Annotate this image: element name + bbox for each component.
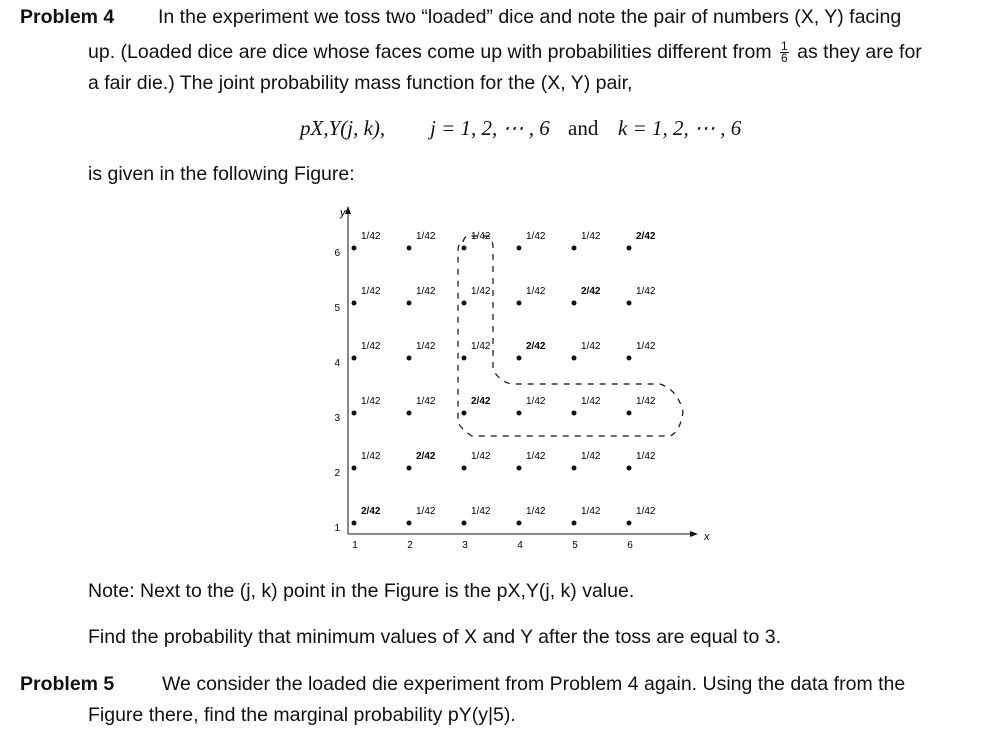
point-label-2-5: 1/42 [416, 286, 436, 297]
point-label-3-1: 1/42 [471, 506, 491, 517]
point-label-2-6: 1/42 [416, 231, 436, 242]
point-label-5-2: 1/42 [581, 451, 601, 462]
point-3-2 [462, 466, 467, 471]
point-label-1-2: 1/42 [361, 451, 381, 462]
point-label-5-6: 1/42 [581, 231, 601, 242]
point-2-6 [407, 246, 412, 251]
problem-4-question: Find the probability that minimum values of X and Y after the toss are equal to 3. [88, 626, 782, 648]
point-label-6-4: 1/42 [636, 341, 656, 352]
point-5-6 [572, 246, 577, 251]
point-label-4-4: 2/42 [526, 341, 546, 352]
point-1-6 [352, 246, 357, 251]
point-label-6-1: 1/42 [636, 506, 656, 517]
point-label-6-6: 2/42 [636, 231, 656, 242]
y-axis-arrow-icon [345, 206, 351, 214]
problem-4-line-1: In the experiment we toss two “loaded” dice and note the pair of numbers (X, Y) facing [158, 6, 902, 28]
point-label-2-3: 1/42 [416, 396, 436, 407]
point-3-6 [462, 246, 467, 251]
y-axis-label: y [340, 207, 346, 219]
problem-5-heading: Problem 5 [20, 673, 115, 695]
formula-j-range: j = 1, 2, ⋯ , 6 [430, 116, 550, 140]
x-axis-label: x [704, 531, 710, 543]
point-4-5 [517, 301, 522, 306]
point-5-5 [572, 301, 577, 306]
point-3-3 [462, 411, 467, 416]
point-label-5-1: 1/42 [581, 506, 601, 517]
point-label-6-5: 1/42 [636, 286, 656, 297]
x-tick-label-5: 5 [572, 540, 578, 551]
one-sixth-fraction [780, 41, 789, 64]
point-2-5 [407, 301, 412, 306]
y-tick-label-2: 2 [334, 468, 340, 479]
point-2-1 [407, 521, 412, 526]
point-label-1-1: 2/42 [361, 506, 381, 517]
point-2-4 [407, 356, 412, 361]
problem-4-line-2 [88, 41, 922, 64]
y-tick-label-3: 3 [334, 413, 340, 424]
problem-4-line-2-start: up. (Loaded dice are dice whose faces come up with probabilities different from [88, 41, 772, 63]
problem-4-line-3: a fair die.) The joint probability mass function for the (X, Y) pair, [88, 72, 633, 94]
point-1-1 [352, 521, 357, 526]
y-tick-label-6: 6 [334, 248, 340, 259]
point-6-2 [627, 466, 632, 471]
point-label-1-3: 1/42 [361, 396, 381, 407]
point-3-1 [462, 521, 467, 526]
point-4-4 [517, 356, 522, 361]
problem-4-line-4: is given in the following Figure: [88, 163, 355, 185]
point-label-1-4: 1/42 [361, 341, 381, 352]
point-6-4 [627, 356, 632, 361]
pmf-figure [300, 200, 720, 560]
point-5-3 [572, 411, 577, 416]
point-4-6 [517, 246, 522, 251]
problem-5-line-1: We consider the loaded die experiment from Problem 4 again. Using the data from the [162, 673, 906, 695]
problem-5-line-2: Figure there, find the marginal probability pY(y|5). [88, 704, 516, 726]
point-label-4-1: 1/42 [526, 506, 546, 517]
point-label-2-1: 1/42 [416, 506, 436, 517]
point-label-2-2: 2/42 [416, 451, 436, 462]
point-3-4 [462, 356, 467, 361]
point-label-3-2: 1/42 [471, 451, 491, 462]
figure-axes [339, 206, 710, 543]
point-label-2-4: 1/42 [416, 341, 436, 352]
problem-4-heading: Problem 4 [20, 6, 115, 28]
point-2-3 [407, 411, 412, 416]
y-tick-label-5: 5 [334, 303, 340, 314]
point-label-6-2: 1/42 [636, 451, 656, 462]
point-3-5 [462, 301, 467, 306]
pmf-points [352, 231, 656, 526]
point-2-2 [407, 466, 412, 471]
fraction-numerator: 1 [781, 39, 788, 54]
point-label-4-3: 1/42 [526, 396, 546, 407]
point-6-5 [627, 301, 632, 306]
point-5-2 [572, 466, 577, 471]
point-5-1 [572, 521, 577, 526]
point-1-3 [352, 411, 357, 416]
point-label-5-3: 1/42 [581, 396, 601, 407]
point-label-3-4: 1/42 [471, 341, 491, 352]
x-tick-label-4: 4 [517, 540, 523, 551]
point-1-4 [352, 356, 357, 361]
point-label-4-5: 1/42 [526, 286, 546, 297]
point-label-3-5: 1/42 [471, 286, 491, 297]
point-6-3 [627, 411, 632, 416]
point-1-5 [352, 301, 357, 306]
point-label-6-3: 1/42 [636, 396, 656, 407]
figure-note: Note: Next to the (j, k) point in the Figure is the pX,Y(j, k) value. [88, 580, 635, 602]
point-6-6 [627, 246, 632, 251]
formula-pmf: pX,Y(j, k), [300, 116, 386, 140]
formula-and: and [568, 116, 599, 140]
point-label-1-6: 1/42 [361, 231, 381, 242]
point-4-2 [517, 466, 522, 471]
point-label-5-5: 2/42 [581, 286, 601, 297]
point-5-4 [572, 356, 577, 361]
formula-k-range: k = 1, 2, ⋯ , 6 [618, 116, 742, 140]
y-tick-label-4: 4 [334, 358, 340, 369]
y-tick-label-1: 1 [334, 523, 340, 534]
problem-4-line-2-end: as they are for [797, 41, 922, 63]
x-axis-arrow-icon [690, 531, 698, 537]
x-tick-label-3: 3 [462, 540, 468, 551]
point-6-1 [627, 521, 632, 526]
fraction-denominator: 6 [781, 51, 788, 66]
point-4-1 [517, 521, 522, 526]
point-label-3-3: 2/42 [471, 396, 491, 407]
x-tick-label-2: 2 [407, 540, 413, 551]
x-tick-label-1: 1 [352, 540, 358, 551]
point-label-4-6: 1/42 [526, 231, 546, 242]
point-label-4-2: 1/42 [526, 451, 546, 462]
point-4-3 [517, 411, 522, 416]
point-label-3-6: 1/42 [471, 231, 491, 242]
point-label-5-4: 1/42 [581, 341, 601, 352]
x-tick-label-6: 6 [627, 540, 633, 551]
point-label-1-5: 1/42 [361, 286, 381, 297]
point-1-2 [352, 466, 357, 471]
